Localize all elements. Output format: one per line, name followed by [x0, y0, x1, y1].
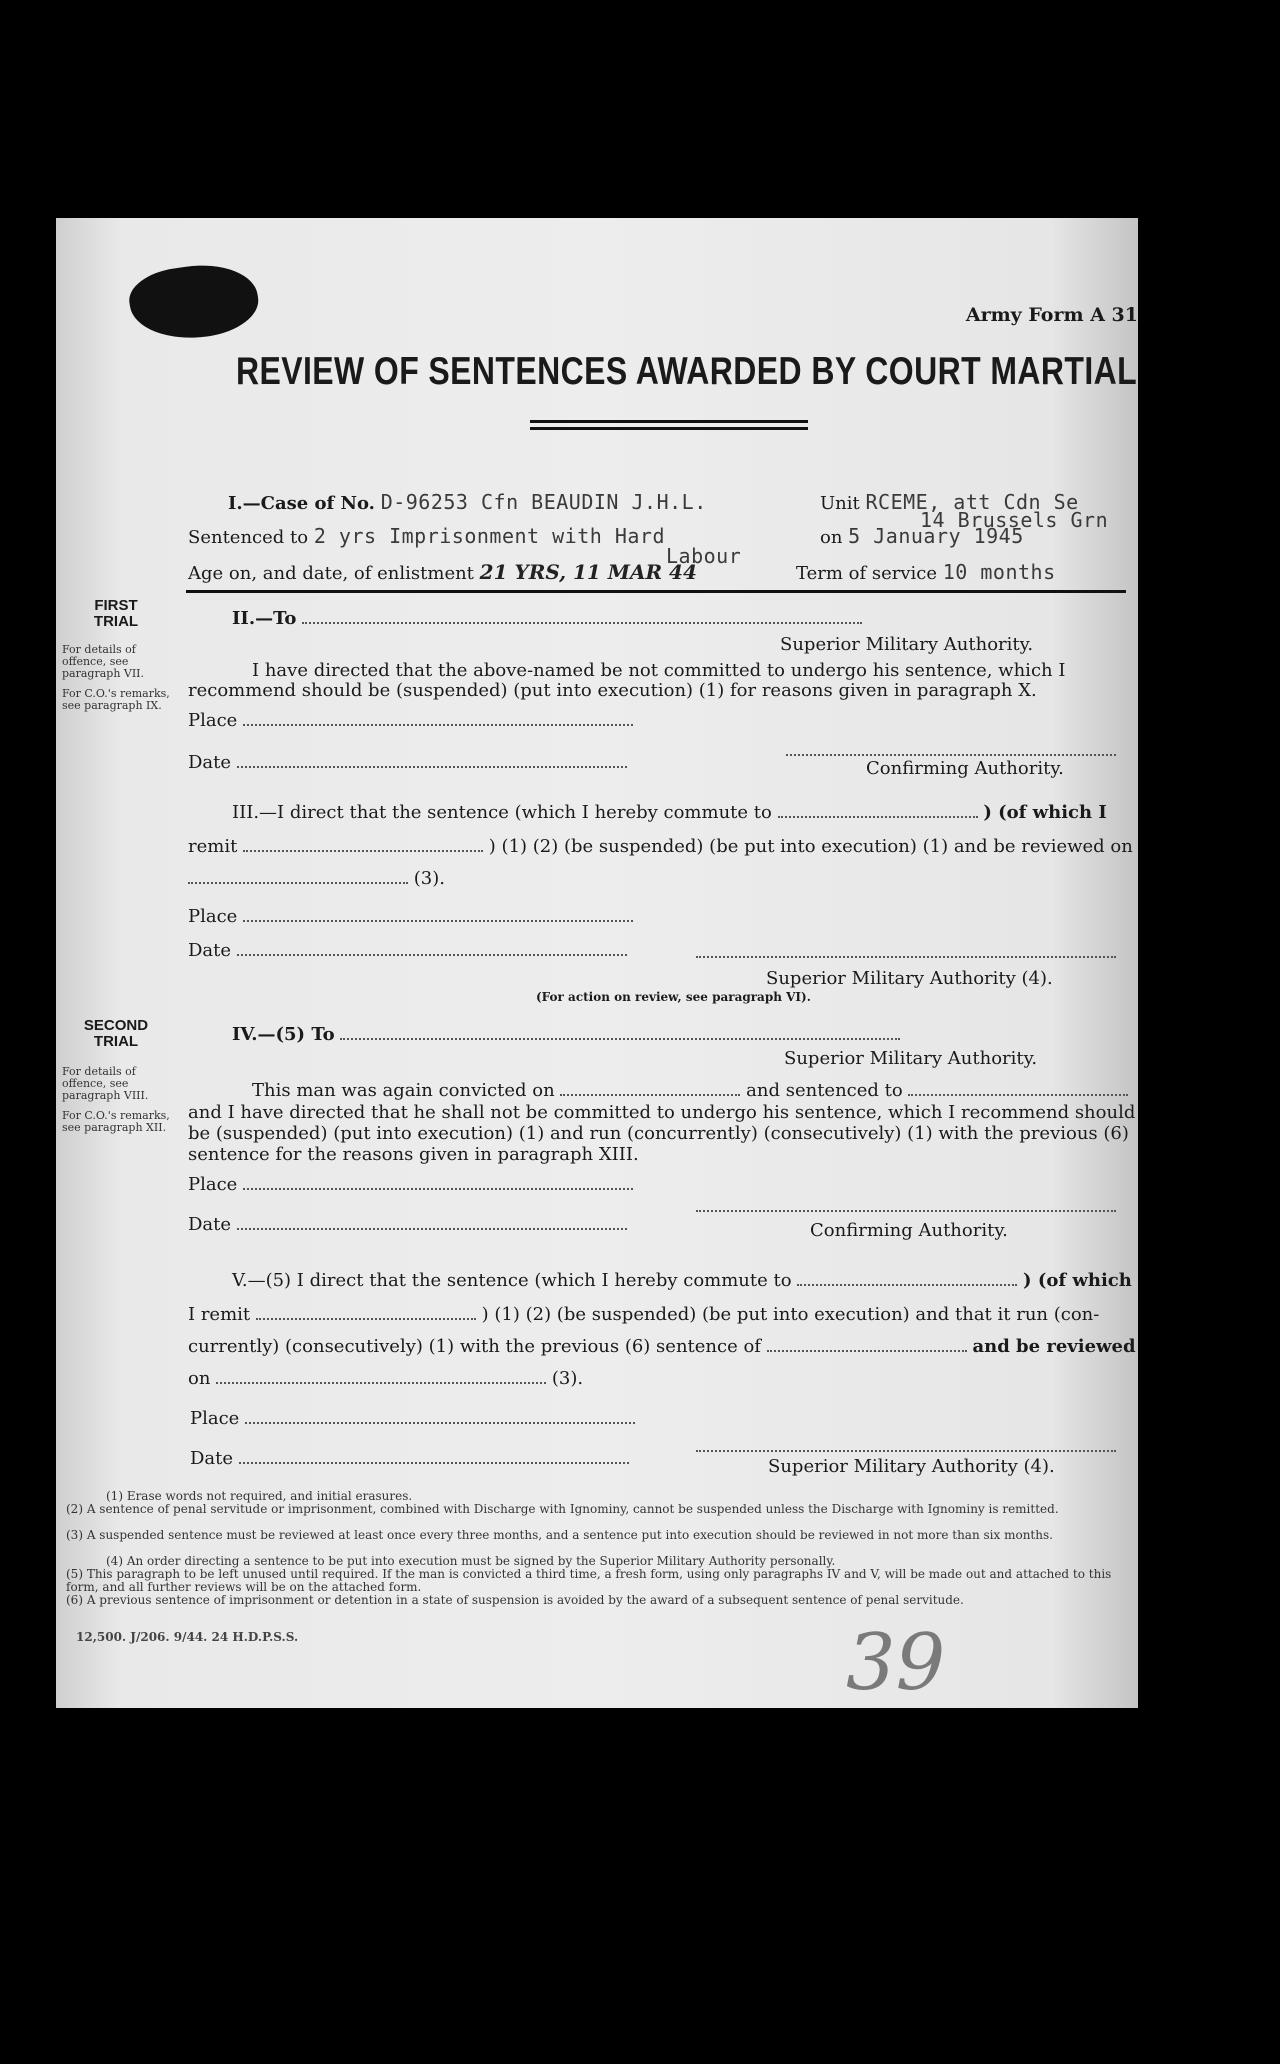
section4-place [188, 1174, 633, 1195]
section2-date-label: Date [188, 752, 232, 773]
section3-dots2 [243, 849, 483, 852]
section3-line1a: III.—I direct that the sentence (which I hereby commute to [232, 802, 772, 823]
section5-date-dots [239, 1461, 629, 1464]
form-sheet [56, 218, 1138, 1708]
sentenced-row [188, 524, 665, 548]
section3-place-dots [243, 919, 633, 922]
section4-line4: sentence for the reasons given in paragraph XIII. [188, 1144, 639, 1165]
case-value: D-96253 Cfn BEAUDIN J.H.L. [380, 490, 707, 514]
section2-place-label: Place [188, 710, 238, 731]
section3-date-label: Date [188, 940, 232, 961]
section2-text2: recommend should be (suspended) (put into execution) (1) for reasons given in paragraph X. [188, 680, 1037, 701]
section2-date [188, 752, 627, 773]
section4-place-label: Place [188, 1174, 238, 1195]
section5-date [190, 1448, 629, 1469]
footnote-3: (3) A suspended sentence must be reviewed at least once every three months, and a sentence put into execution should be reviewed in not more than six months. [66, 1528, 1053, 1542]
footnote-1: (1) Erase words not required, and initial erasures. [106, 1489, 413, 1503]
section4-dots2 [908, 1093, 1128, 1096]
section2-to-label: II.—To [232, 608, 297, 629]
section3-line2b: ) (1) (2) (be suspended) (be put into execution) (1) and be reviewed on [488, 836, 1133, 857]
section5-date-label: Date [190, 1448, 234, 1469]
section2-authority: Superior Military Authority. [780, 634, 1034, 655]
sentenced-value: 2 yrs Imprisonment with Hard [313, 524, 665, 548]
on-label: on [820, 527, 843, 548]
section4-authority: Superior Military Authority. [784, 1048, 1038, 1069]
section5-line1 [232, 1270, 1132, 1291]
section4-line3: be (suspended) (put into execution) (1) and run (concurrently) (consecutively) (1) with the previous (6) [188, 1123, 1129, 1144]
section5-place-label: Place [190, 1408, 240, 1429]
section3-line1 [232, 802, 1107, 823]
footnote-2: (2) A sentence of penal servitude or imprisonment, combined with Discharge with Ignominy, cannot be suspended unless the Discharge with Ignominy is remitted. [66, 1502, 1059, 1516]
form-title: REVIEW OF SENTENCES AWARDED BY COURT MARTIAL [236, 350, 1138, 393]
section5-line2a: I remit [188, 1304, 251, 1325]
first-trial-line1: FIRST [94, 597, 138, 614]
section3-place-label: Place [188, 906, 238, 927]
section5-line1b: ) (of which [1023, 1270, 1132, 1291]
section4-date [188, 1214, 627, 1235]
second-trial-line2: TRIAL [93, 1033, 139, 1050]
title-rule-top [530, 420, 808, 423]
on-value: 5 January 1945 [848, 524, 1024, 548]
section5-dots4 [216, 1381, 546, 1384]
first-trial-line2: TRIAL [93, 613, 139, 630]
section5-line3a: currently) (consecutively) (1) with the previous (6) sentence of [188, 1336, 761, 1357]
section3-date-dots [237, 953, 627, 956]
section3-dots1 [778, 815, 978, 818]
section3-place [188, 906, 633, 927]
second-trial-note2: For C.O.'s remarks, see paragraph XII. [62, 1109, 170, 1134]
section5-place-dots [245, 1421, 635, 1424]
term-label: Term of service [796, 563, 938, 584]
section2-place-dots [243, 723, 633, 726]
section4-line1a: This man was again convicted on [252, 1080, 555, 1101]
case-label: I.—Case of No. [228, 493, 375, 514]
section3-date [188, 940, 627, 961]
section2-confirming: Confirming Authority. [866, 758, 1064, 779]
footnote-5: (5) This paragraph to be left unused until required. If the man is convicted a third time, a fresh form, using only paragraphs IV and V, will be made out and attached to this form, and all further reviews will be on the attached form. [66, 1567, 1112, 1594]
section4-sign-line [696, 1210, 1116, 1212]
section4-place-dots [243, 1187, 633, 1190]
section3-authority: Superior Military Authority (4). [766, 968, 1053, 989]
title-rule-bottom [530, 427, 808, 430]
section5-line4 [188, 1368, 583, 1389]
section5-line2 [188, 1304, 1099, 1325]
section3-dots3 [188, 881, 408, 884]
section5-dots3 [767, 1349, 967, 1352]
section4-line1 [252, 1080, 1128, 1101]
age-label: Age on, and date, of enlistment [188, 563, 474, 584]
section4-date-dots [237, 1227, 627, 1230]
section1-rule [186, 590, 1126, 593]
second-trial-line1: SECOND [83, 1017, 149, 1034]
first-trial-heading [76, 598, 156, 630]
section3-note: (For action on review, see paragraph VI). [536, 990, 811, 1004]
section5-dots1 [797, 1283, 1017, 1286]
section4-line2: and I have directed that he shall not be committed to undergo his sentence, which I recommend should [188, 1102, 1136, 1123]
section4-date-label: Date [188, 1214, 232, 1235]
case-row [228, 490, 707, 514]
section3-line1b: ) (of which I [983, 802, 1107, 823]
unit-value: RCEME, att Cdn Se [865, 490, 1079, 514]
footnote-6: (6) A previous sentence of imprisonment or detention in a state of suspension is avoided by the award of a subsequent sentence of penal servitude. [66, 1593, 964, 1607]
section5-line2b: ) (1) (2) (be suspended) (be put into execution) and that it run (con- [481, 1304, 1100, 1325]
unit-label: Unit [820, 493, 860, 514]
section3-line3-text: (3). [413, 868, 445, 889]
sentenced-value-2: Labour [666, 544, 742, 568]
printer-imprint: 12,500. J/206. 9/44. 24 H.D.P.S.S. [76, 1630, 299, 1644]
page-number-handwritten: 39 [846, 1618, 946, 1708]
on-row [820, 524, 1024, 548]
section5-line4b: (3). [551, 1368, 584, 1389]
section2-to [232, 608, 862, 629]
section4-to-label: IV.—(5) To [232, 1024, 335, 1045]
section5-authority: Superior Military Authority (4). [768, 1456, 1055, 1477]
section4-to [232, 1024, 900, 1045]
section2-date-dots [237, 765, 627, 768]
section4-line1b: and sentenced to [746, 1080, 903, 1101]
term-row [796, 560, 1056, 584]
section2-to-dots [302, 621, 862, 624]
section3-line2a: remit [188, 836, 238, 857]
section5-line1a: V.—(5) I direct that the sentence (which I hereby commute to [232, 1270, 792, 1291]
section5-dots2 [256, 1317, 476, 1320]
term-value: 10 months [942, 560, 1056, 584]
ink-blot [126, 257, 263, 346]
section4-to-dots [340, 1037, 900, 1040]
section4-confirming: Confirming Authority. [810, 1220, 1008, 1241]
section2-text1: I have directed that the above-named be not committed to undergo his sentence, which I [252, 660, 1066, 681]
section4-dots1 [560, 1093, 740, 1096]
section3-line2 [188, 836, 1133, 857]
sentenced-label: Sentenced to [188, 527, 309, 548]
age-value: 21 YRS, 11 MAR 44 [479, 560, 697, 584]
age-row [188, 560, 697, 584]
section3-sign-line [696, 956, 1116, 958]
second-trial-heading [76, 1018, 156, 1050]
section5-place [190, 1408, 635, 1429]
footnote-4: (4) An order directing a sentence to be put into execution must be signed by the Superior Military Authority personally. [106, 1554, 836, 1568]
form-number: Army Form A 31 [965, 304, 1138, 326]
first-trial-note2: For C.O.'s remarks, see paragraph IX. [62, 687, 170, 712]
first-trial-note1: For details of offence, see paragraph VII. [62, 643, 145, 680]
unit-value-2: 14 Brussels Grn [920, 508, 1109, 532]
section5-line3 [188, 1336, 1136, 1357]
section5-line3b: and be reviewed [972, 1336, 1136, 1357]
section3-line3 [188, 868, 445, 889]
section2-sign-line [786, 754, 1116, 756]
section5-line4a: on [188, 1368, 211, 1389]
second-trial-note1: For details of offence, see paragraph VIII. [62, 1065, 149, 1102]
section2-place [188, 710, 633, 731]
section5-sign-line [696, 1450, 1116, 1452]
